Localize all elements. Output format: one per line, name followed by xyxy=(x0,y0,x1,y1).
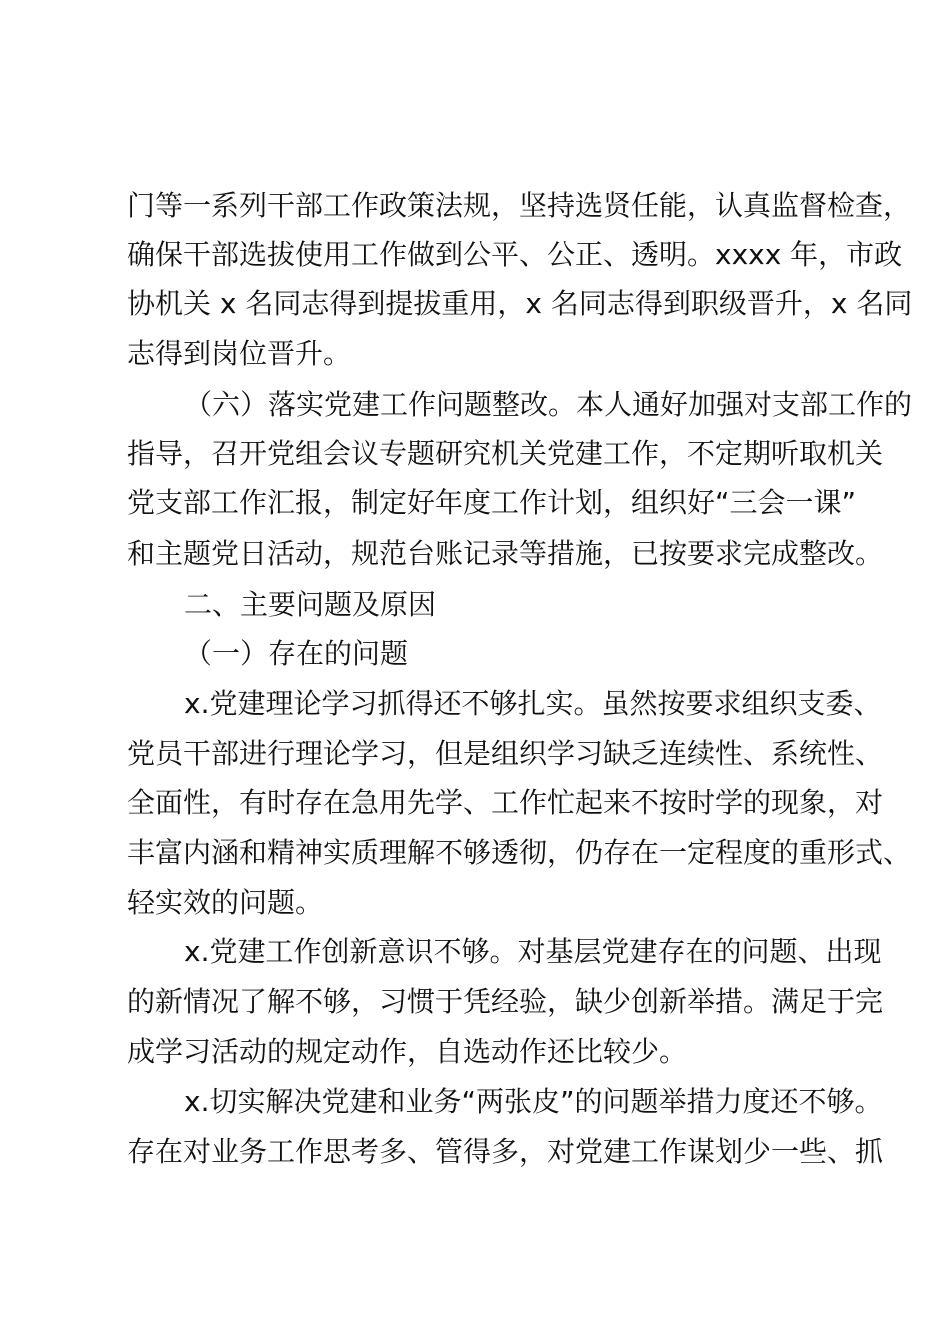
text-line: 指导，召开党组会议专题研究机关党建工作，不定期听取机关 xyxy=(127,437,884,470)
subsection-heading-problems: （一）存在的问题 xyxy=(184,637,409,670)
text-line: 党支部工作汇报，制定好年度工作计划，组织好“三会一课” xyxy=(127,486,857,519)
text-line: 存在对业务工作思考多、管得多，对党建工作谋划少一些、抓 xyxy=(127,1135,884,1168)
problem-item-3: x.切实解决党建和业务“两张皮”的问题举措力度还不够。 xyxy=(184,1085,883,1118)
problem-item-2: x.党建工作创新意识不够。对基层党建存在的问题、出现 xyxy=(184,935,882,968)
text-line: 轻实效的问题。 xyxy=(127,886,324,919)
text-line: 成学习活动的规定动作，自选动作还比较少。 xyxy=(127,1035,688,1068)
text-line: 和主题党日活动，规范台账记录等措施，已按要求完成整改。 xyxy=(127,537,884,570)
paragraph-heading-six: （六）落实党建工作问题整改。本人通好加强对支部工作的 xyxy=(184,388,913,421)
text-line: 的新情况了解不够，习惯于凭经验，缺少创新举措。满足于完 xyxy=(127,985,884,1018)
text-line: 党员干部进行理论学习，但是组织学习缺乏连续性、系统性、 xyxy=(127,737,884,770)
problem-item-1: x.党建理论学习抓得还不够扎实。虽然按要求组织支委、 xyxy=(184,687,882,720)
section-heading-main-problems: 二、主要问题及原因 xyxy=(184,588,437,621)
text-line: 丰富内涵和精神实质理解不够透彻，仍存在一定程度的重形式、 xyxy=(127,836,912,869)
text-line: 协机关 x 名同志得到提拔重用，x 名同志得到职级晋升，x 名同 xyxy=(127,287,913,320)
text-line: 志得到岗位晋升。 xyxy=(127,337,352,370)
text-line: 门等一系列干部工作政策法规，坚持选贤任能，认真监督检查， xyxy=(127,189,912,222)
text-line: 确保干部选拔使用工作做到公平、公正、透明。xxxx 年，市政 xyxy=(127,238,903,271)
text-line: 全面性，有时存在急用先学、工作忙起来不按时学的现象，对 xyxy=(127,786,884,819)
